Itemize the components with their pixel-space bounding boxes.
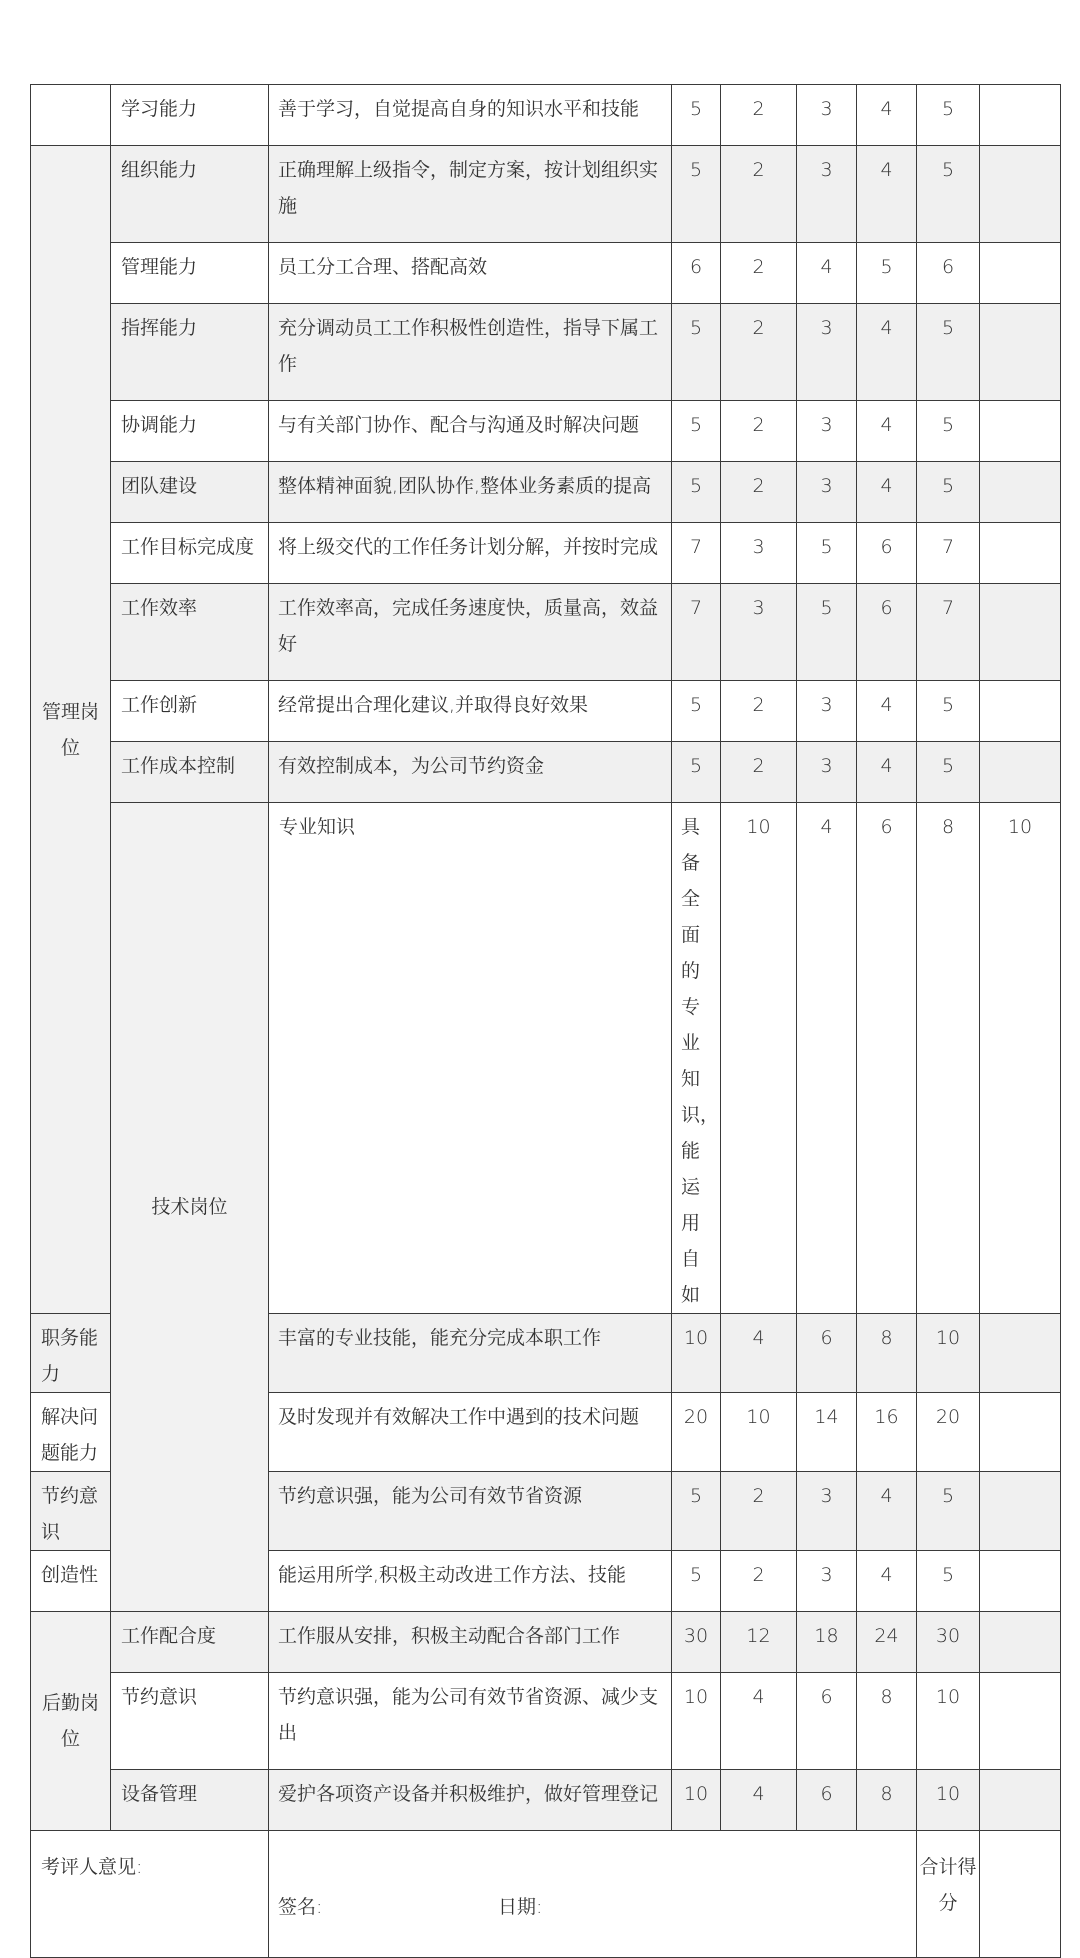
category-logistics: 后勤岗位 bbox=[31, 1612, 111, 1831]
score-level-4: 30 bbox=[917, 1612, 980, 1673]
item-description: 能运用所学,积极主动改进工作方法、技能 bbox=[269, 1551, 672, 1612]
score-max: 5 bbox=[672, 681, 721, 742]
table-row bbox=[31, 803, 1061, 1314]
score-level-3: 4 bbox=[857, 1551, 917, 1612]
score-level-1: 4 bbox=[797, 803, 857, 1314]
score-level-4: 7 bbox=[917, 523, 980, 584]
score-max: 5 bbox=[672, 146, 721, 243]
date-label: 日期: bbox=[498, 1896, 543, 1918]
item-name: 工作创新 bbox=[111, 681, 269, 742]
score-level-1: 2 bbox=[721, 462, 797, 523]
score-entry-cell bbox=[980, 1314, 1061, 1393]
table-row bbox=[31, 304, 1061, 401]
score-level-3: 8 bbox=[857, 1770, 917, 1831]
item-description: 爱护各项资产设备并积极维护，做好管理登记 bbox=[269, 1770, 672, 1831]
score-level-2: 3 bbox=[797, 462, 857, 523]
score-level-1: 2 bbox=[721, 681, 797, 742]
total-score-label: 合计得分 bbox=[917, 1831, 980, 1958]
score-level-2: 3 bbox=[797, 681, 857, 742]
table-row bbox=[31, 401, 1061, 462]
score-level-2: 3 bbox=[797, 85, 857, 146]
item-name: 团队建设 bbox=[111, 462, 269, 523]
table-row bbox=[31, 584, 1061, 681]
score-level-4: 10 bbox=[917, 1314, 980, 1393]
score-level-1: 12 bbox=[721, 1612, 797, 1673]
score-level-3: 5 bbox=[857, 243, 917, 304]
score-level-2: 3 bbox=[797, 742, 857, 803]
score-level-3: 24 bbox=[857, 1612, 917, 1673]
score-max: 5 bbox=[672, 304, 721, 401]
score-level-1: 2 bbox=[721, 304, 797, 401]
item-name: 解决问题能力 bbox=[31, 1393, 111, 1472]
score-entry-cell bbox=[980, 584, 1061, 681]
item-name: 指挥能力 bbox=[111, 304, 269, 401]
score-level-3: 4 bbox=[857, 462, 917, 523]
item-name: 创造性 bbox=[31, 1551, 111, 1612]
score-max: 5 bbox=[672, 742, 721, 803]
score-entry-cell bbox=[980, 1612, 1061, 1673]
item-description: 与有关部门协作、配合与沟通及时解决问题 bbox=[269, 401, 672, 462]
score-level-4: 10 bbox=[917, 1770, 980, 1831]
score-level-3: 4 bbox=[857, 304, 917, 401]
footer-row bbox=[31, 1831, 1061, 1958]
score-level-1: 2 bbox=[721, 146, 797, 243]
score-level-1: 2 bbox=[721, 742, 797, 803]
score-level-1: 2 bbox=[721, 401, 797, 462]
item-name: 工作目标完成度 bbox=[111, 523, 269, 584]
score-level-4: 5 bbox=[917, 401, 980, 462]
item-description: 工作服从安排，积极主动配合各部门工作 bbox=[269, 1612, 672, 1673]
score-max: 10 bbox=[721, 803, 797, 1314]
item-name: 专业知识 bbox=[269, 803, 672, 1314]
score-level-4: 5 bbox=[917, 742, 980, 803]
score-level-1: 2 bbox=[721, 1472, 797, 1551]
score-level-4: 5 bbox=[917, 304, 980, 401]
score-level-4: 10 bbox=[917, 1673, 980, 1770]
score-level-3: 8 bbox=[857, 1673, 917, 1770]
score-level-3: 4 bbox=[857, 401, 917, 462]
score-level-4: 5 bbox=[917, 1472, 980, 1551]
score-entry-cell bbox=[980, 523, 1061, 584]
score-max: 30 bbox=[672, 1612, 721, 1673]
item-description: 善于学习，自觉提高自身的知识水平和技能 bbox=[269, 85, 672, 146]
score-level-1: 3 bbox=[721, 584, 797, 681]
item-description: 整体精神面貌,团队协作,整体业务素质的提高 bbox=[269, 462, 672, 523]
score-max: 5 bbox=[672, 1472, 721, 1551]
score-level-3: 4 bbox=[857, 146, 917, 243]
score-max: 10 bbox=[672, 1314, 721, 1393]
score-level-2: 3 bbox=[797, 304, 857, 401]
score-level-3: 6 bbox=[857, 523, 917, 584]
score-entry-cell bbox=[980, 1551, 1061, 1612]
item-name: 设备管理 bbox=[111, 1770, 269, 1831]
score-entry-cell bbox=[980, 401, 1061, 462]
score-max: 7 bbox=[672, 523, 721, 584]
score-level-4: 20 bbox=[917, 1393, 980, 1472]
score-entry-cell bbox=[980, 146, 1061, 243]
score-max: 10 bbox=[672, 1673, 721, 1770]
score-max: 5 bbox=[672, 85, 721, 146]
score-level-3: 4 bbox=[857, 742, 917, 803]
score-entry-cell bbox=[980, 304, 1061, 401]
reviewer-comment-field[interactable] bbox=[269, 1831, 917, 1958]
score-level-3: 8 bbox=[917, 803, 980, 1314]
item-name: 工作成本控制 bbox=[111, 742, 269, 803]
score-max: 5 bbox=[672, 462, 721, 523]
item-name: 工作效率 bbox=[111, 584, 269, 681]
score-level-1: 10 bbox=[721, 1393, 797, 1472]
item-description: 经常提出合理化建议,并取得良好效果 bbox=[269, 681, 672, 742]
item-name: 组织能力 bbox=[111, 146, 269, 243]
score-entry-cell bbox=[980, 681, 1061, 742]
score-level-2: 3 bbox=[797, 401, 857, 462]
item-description: 充分调动员工工作积极性创造性，指导下属工作 bbox=[269, 304, 672, 401]
score-level-4: 5 bbox=[917, 681, 980, 742]
score-level-4: 5 bbox=[917, 146, 980, 243]
score-level-3: 4 bbox=[857, 681, 917, 742]
item-name: 管理能力 bbox=[111, 243, 269, 304]
score-level-2: 6 bbox=[797, 1314, 857, 1393]
score-level-2: 14 bbox=[797, 1393, 857, 1472]
score-max: 5 bbox=[672, 401, 721, 462]
reviewer-comment-label: 考评人意见: bbox=[31, 1831, 269, 1958]
table-row bbox=[31, 462, 1061, 523]
score-max: 6 bbox=[672, 243, 721, 304]
evaluation-table bbox=[30, 84, 1061, 1958]
score-level-4: 6 bbox=[917, 243, 980, 304]
table-row bbox=[31, 1770, 1061, 1831]
item-name: 节约意识 bbox=[31, 1472, 111, 1551]
score-level-2: 6 bbox=[797, 1770, 857, 1831]
score-level-4: 5 bbox=[917, 462, 980, 523]
score-entry-cell bbox=[980, 243, 1061, 304]
item-description: 工作效率高，完成任务速度快，质量高，效益好 bbox=[269, 584, 672, 681]
table-row bbox=[31, 1612, 1061, 1673]
category-cell-prev bbox=[31, 85, 111, 146]
score-max: 7 bbox=[672, 584, 721, 681]
score-entry-cell bbox=[980, 85, 1061, 146]
score-level-2: 3 bbox=[797, 1472, 857, 1551]
item-name: 协调能力 bbox=[111, 401, 269, 462]
item-description: 节约意识强，能为公司有效节省资源、减少支出 bbox=[269, 1673, 672, 1770]
score-entry-cell bbox=[980, 462, 1061, 523]
score-level-4: 7 bbox=[917, 584, 980, 681]
score-entry-cell bbox=[980, 1673, 1061, 1770]
score-level-2: 5 bbox=[797, 584, 857, 681]
score-level-1: 3 bbox=[721, 523, 797, 584]
table-row bbox=[31, 146, 1061, 243]
table-row bbox=[31, 523, 1061, 584]
score-entry-cell bbox=[980, 742, 1061, 803]
table-row bbox=[31, 681, 1061, 742]
total-score-field[interactable] bbox=[980, 1831, 1061, 1958]
score-max: 20 bbox=[672, 1393, 721, 1472]
item-name: 工作配合度 bbox=[111, 1612, 269, 1673]
score-level-2: 6 bbox=[797, 1673, 857, 1770]
score-level-3: 4 bbox=[857, 1472, 917, 1551]
item-description: 将上级交代的工作任务计划分解，并按时完成 bbox=[269, 523, 672, 584]
score-level-1: 4 bbox=[721, 1770, 797, 1831]
item-name: 职务能力 bbox=[31, 1314, 111, 1393]
score-entry-cell bbox=[980, 1472, 1061, 1551]
score-level-4: 5 bbox=[917, 85, 980, 146]
score-level-2: 4 bbox=[797, 243, 857, 304]
score-max: 10 bbox=[672, 1770, 721, 1831]
score-level-2: 3 bbox=[797, 146, 857, 243]
table-row bbox=[31, 742, 1061, 803]
item-description: 节约意识强，能为公司有效节省资源 bbox=[269, 1472, 672, 1551]
score-level-2: 3 bbox=[797, 1551, 857, 1612]
item-description: 丰富的专业技能，能充分完成本职工作 bbox=[269, 1314, 672, 1393]
table-row bbox=[31, 1673, 1061, 1770]
score-level-1: 2 bbox=[721, 1551, 797, 1612]
score-entry-cell bbox=[980, 1393, 1061, 1472]
score-level-1: 4 bbox=[721, 1673, 797, 1770]
item-description: 有效控制成本，为公司节约资金 bbox=[269, 742, 672, 803]
item-description: 及时发现并有效解决工作中遇到的技术问题 bbox=[269, 1393, 672, 1472]
signature-label: 签名: bbox=[278, 1896, 323, 1918]
category-management: 管理岗位 bbox=[31, 146, 111, 1314]
score-level-1: 2 bbox=[721, 243, 797, 304]
score-level-3: 6 bbox=[857, 584, 917, 681]
item-description: 正确理解上级指令，制定方案，按计划组织实施 bbox=[269, 146, 672, 243]
item-description: 具备全面的专业知识，能运用自如 bbox=[672, 803, 721, 1314]
item-name: 学习能力 bbox=[111, 85, 269, 146]
table-row bbox=[31, 85, 1061, 146]
score-level-4: 5 bbox=[917, 1551, 980, 1612]
score-level-2: 5 bbox=[797, 523, 857, 584]
score-level-4: 10 bbox=[980, 803, 1061, 1314]
score-level-2: 6 bbox=[857, 803, 917, 1314]
score-level-1: 4 bbox=[721, 1314, 797, 1393]
category-technical: 技术岗位 bbox=[111, 803, 269, 1612]
table-row bbox=[31, 243, 1061, 304]
score-level-3: 16 bbox=[857, 1393, 917, 1472]
item-description: 员工分工合理、搭配高效 bbox=[269, 243, 672, 304]
score-max: 5 bbox=[672, 1551, 721, 1612]
score-level-2: 18 bbox=[797, 1612, 857, 1673]
score-entry-cell bbox=[980, 1770, 1061, 1831]
score-level-3: 4 bbox=[857, 85, 917, 146]
score-level-3: 8 bbox=[857, 1314, 917, 1393]
score-level-1: 2 bbox=[721, 85, 797, 146]
item-name: 节约意识 bbox=[111, 1673, 269, 1770]
